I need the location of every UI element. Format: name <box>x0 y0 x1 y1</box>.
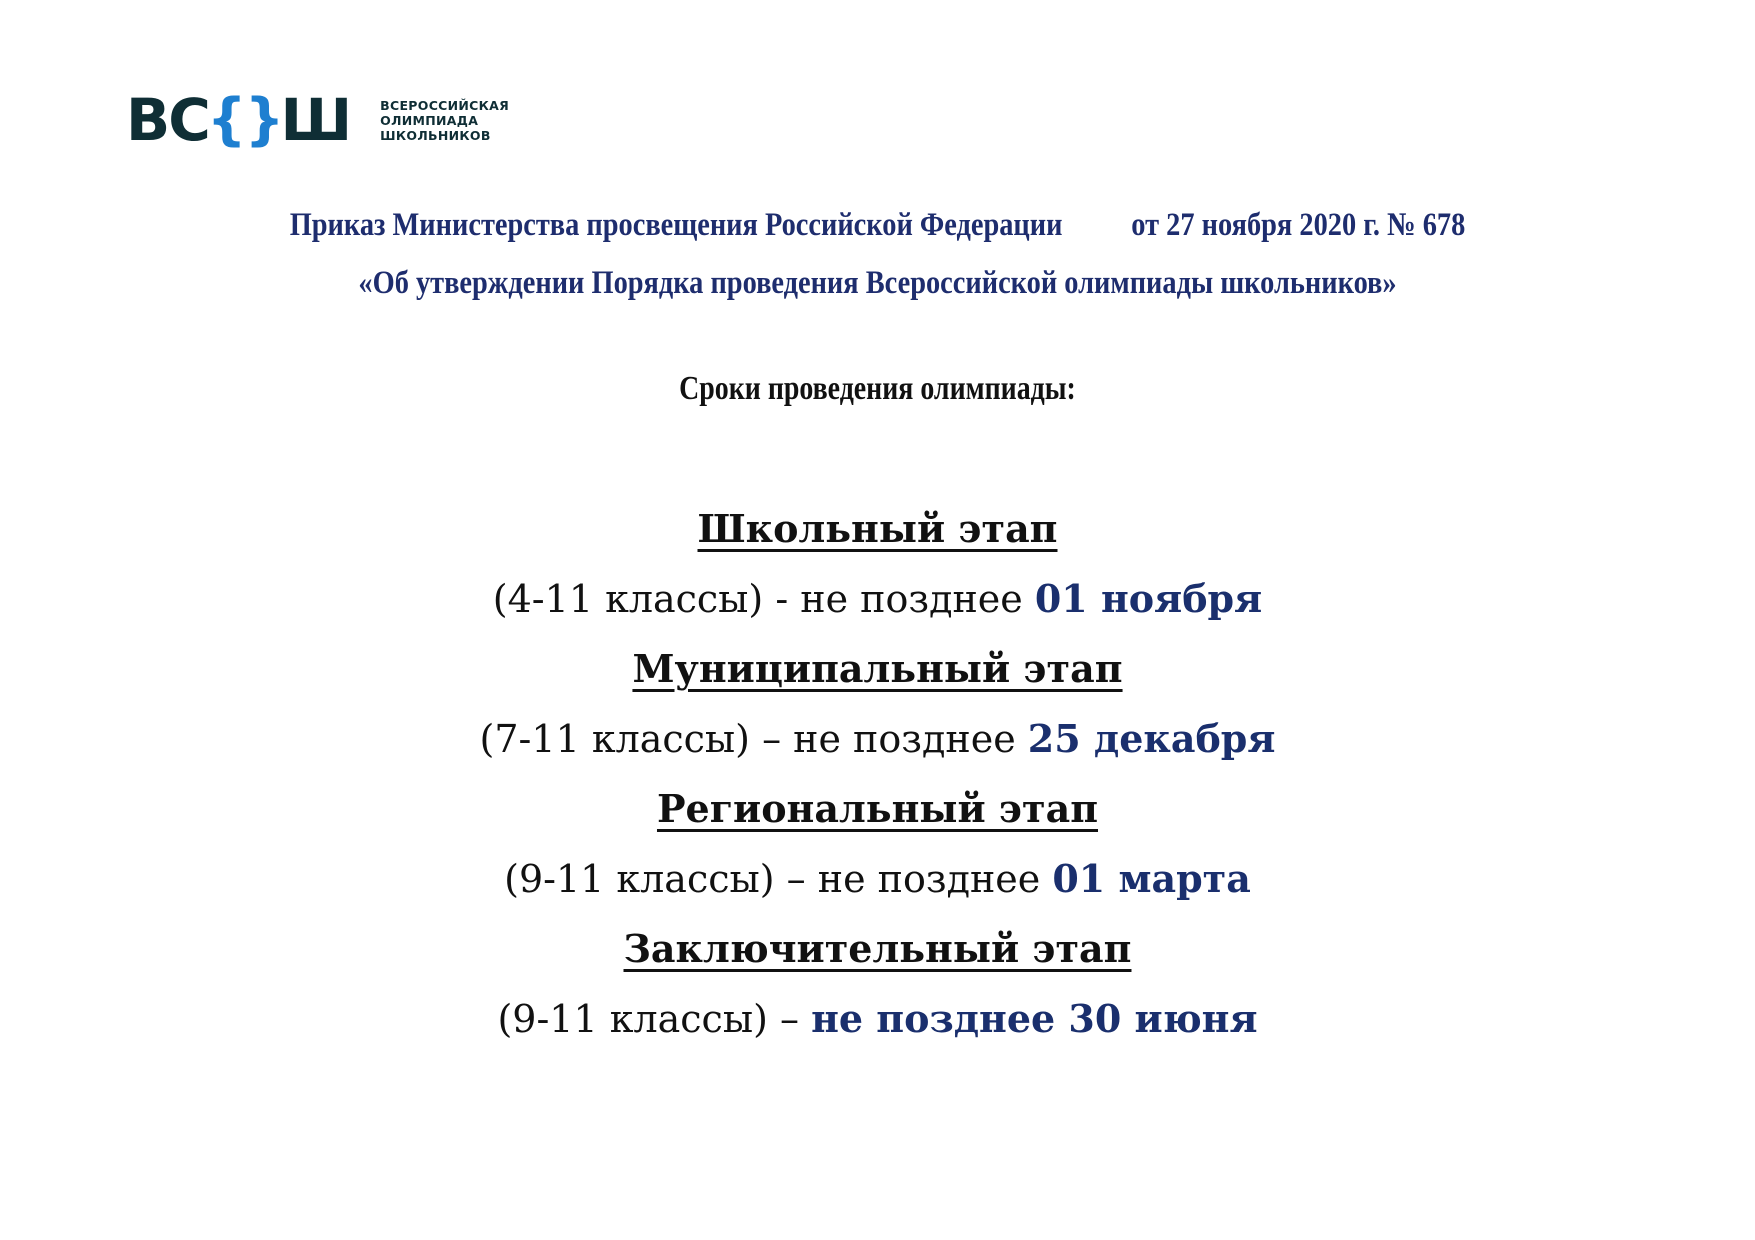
decree-line-1 <box>123 196 1632 254</box>
stages-list <box>0 494 1755 1054</box>
logo-mark-brace: {} <box>206 87 283 152</box>
stage-deadline: не позднее 30 июня <box>811 996 1258 1041</box>
stage-deadline-line <box>0 704 1755 774</box>
stage-prefix: (9-11 классы) – не позднее <box>504 857 1053 901</box>
logo-caption-line: ВСЕРОССИЙСКАЯ <box>380 97 510 113</box>
stage-school <box>0 494 1755 634</box>
stage-name: Заключительный этап <box>623 926 1132 971</box>
stage-name: Региональный этап <box>656 786 1099 831</box>
stage-deadline: 01 марта <box>1052 856 1251 901</box>
stage-prefix: (9-11 классы) – <box>497 997 812 1041</box>
vsosh-logo <box>126 86 510 154</box>
decree-line-2: «Об утверждении Порядка проведения Всероссийской олимпиады школьников» <box>358 265 1397 301</box>
terms-title: Сроки проведения олимпиады: <box>679 370 1076 407</box>
stage-name: Муниципальный этап <box>632 646 1123 691</box>
stage-deadline: 01 ноября <box>1034 576 1263 621</box>
stage-deadline-line <box>0 984 1755 1054</box>
logo-mark-right: Ш <box>280 86 351 154</box>
stage-name: Школьный этап <box>697 506 1058 551</box>
stage-final <box>0 914 1755 1054</box>
stage-municipal <box>0 634 1755 774</box>
stage-deadline: 25 декабря <box>1027 716 1276 761</box>
stage-deadline-line <box>0 564 1755 634</box>
stage-prefix: (7-11 классы) – не позднее <box>479 717 1028 761</box>
stage-regional <box>0 774 1755 914</box>
stage-deadline-line <box>0 844 1755 914</box>
logo-mark <box>126 86 351 154</box>
decree-heading <box>123 196 1632 312</box>
decree-title: Приказ Министерства просвещения Российской Федерации <box>289 207 1063 243</box>
logo-mark-left: ВС <box>126 86 209 154</box>
decree-date: от 27 ноября 2020 г. № 678 <box>1131 207 1466 243</box>
stage-prefix: (4-11 классы) - не позднее <box>492 577 1035 621</box>
logo-caption-line: ШКОЛЬНИКОВ <box>380 127 491 143</box>
logo-caption <box>380 98 509 143</box>
logo-caption-line: ОЛИМПИАДА <box>380 112 479 128</box>
